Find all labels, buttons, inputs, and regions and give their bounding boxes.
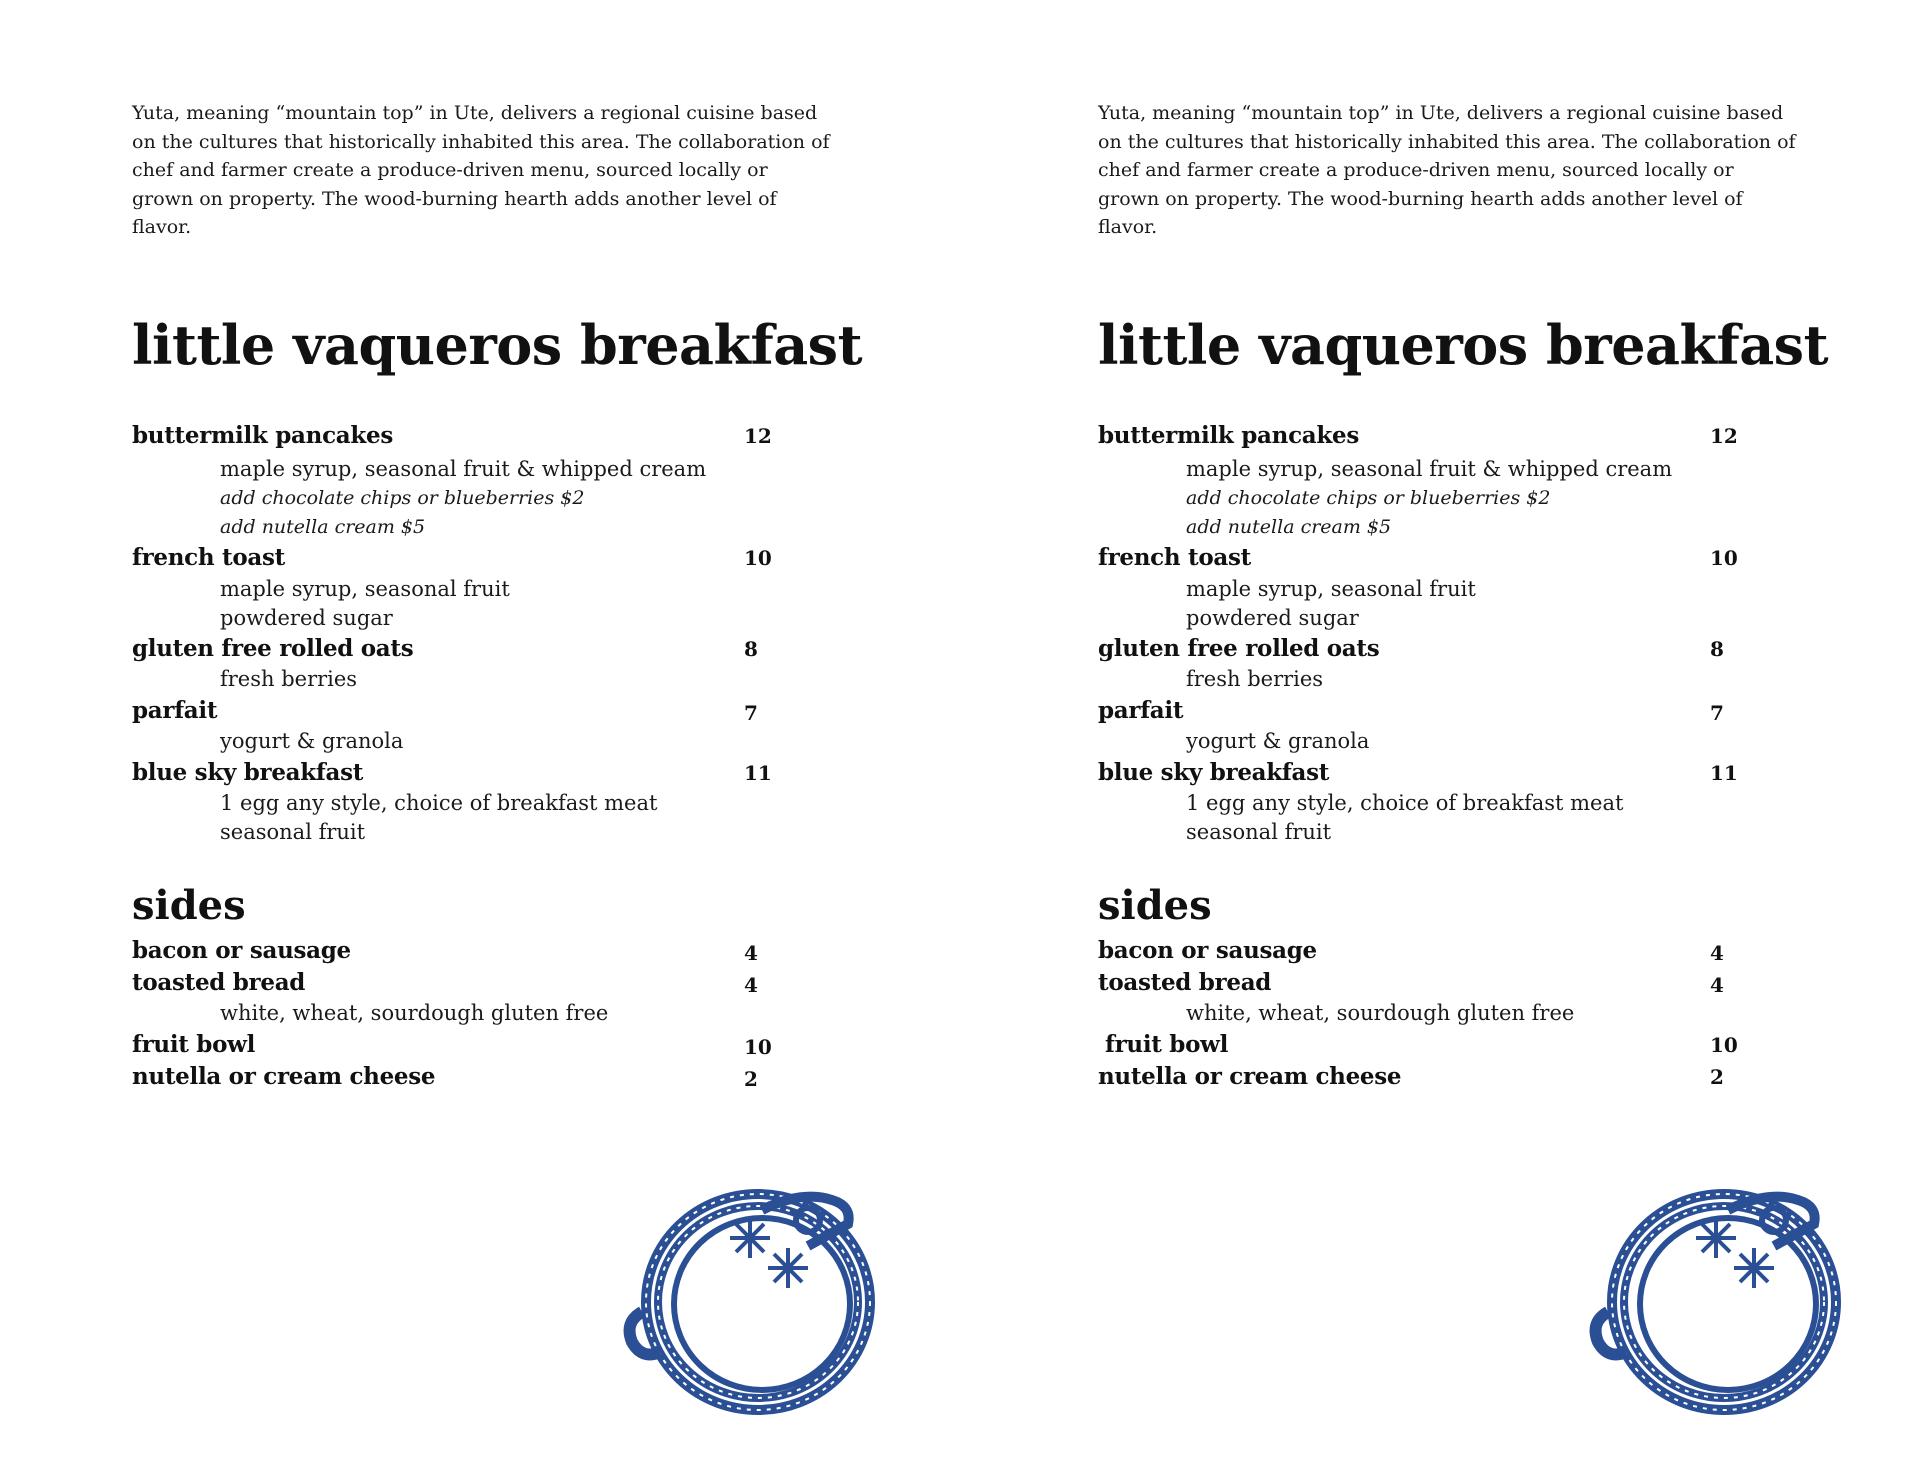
menu-item-description: powdered sugar	[220, 606, 393, 630]
menu-item-description: maple syrup, seasonal fruit	[1186, 577, 1476, 601]
menu-item-description: yogurt & granola	[220, 729, 404, 753]
menu-item-addon: add nutella cream $5	[1186, 516, 1392, 538]
menu-item-addon: add nutella cream $5	[220, 516, 426, 538]
menu-item-name: buttermilk pancakes	[132, 422, 393, 449]
menu-item-description: powdered sugar	[1186, 606, 1359, 630]
menu-item-description: yogurt & granola	[1186, 729, 1370, 753]
menu-item-description: seasonal fruit	[1186, 820, 1332, 844]
menu-item-price: 11	[1710, 761, 1738, 785]
menu-item-name: buttermilk pancakes	[1098, 422, 1359, 449]
menu-item-addon: add chocolate chips or blueberries $2	[220, 487, 585, 509]
side-item-name: bacon or sausage	[1098, 937, 1317, 964]
side-item-price: 4	[744, 973, 758, 997]
menu-item-description: fresh berries	[1186, 667, 1324, 691]
side-item-name: nutella or cream cheese	[132, 1063, 436, 1090]
side-item-price: 10	[744, 1035, 772, 1059]
menu-title: little vaqueros breakfast	[132, 313, 863, 377]
menu-item-price: 8	[1710, 637, 1724, 661]
menu-page-right	[1098, 0, 1878, 1484]
menu-item-description: maple syrup, seasonal fruit	[220, 577, 510, 601]
menu-item-price: 12	[1710, 424, 1738, 448]
side-item-description: white, wheat, sourdough gluten free	[1186, 1001, 1575, 1025]
side-item-name: toasted bread	[1098, 969, 1272, 996]
menu-item-price: 8	[744, 637, 758, 661]
lasso-and-spurs-icon	[1578, 1172, 1854, 1422]
menu-item-addon: add chocolate chips or blueberries $2	[1186, 487, 1551, 509]
menu-item-name: french toast	[1098, 544, 1251, 571]
menu-item-name: french toast	[132, 544, 285, 571]
side-item-price: 4	[1710, 973, 1724, 997]
menu-item-name: blue sky breakfast	[132, 759, 364, 786]
side-item-price: 2	[744, 1067, 758, 1091]
intro-text: Yuta, meaning “mountain top” in Ute, delivers a regional cuisine based on the cultures that historically inhabited this area. The collaboration of chef and farmer create a produce-driven menu, sourced locally or grown on property. The wood-burning hearth adds another level of flavor.	[132, 102, 830, 238]
side-item-price: 4	[744, 941, 758, 965]
lasso-and-spurs-icon	[612, 1172, 888, 1422]
side-item-price: 10	[1710, 1033, 1738, 1057]
menu-item-price: 7	[1710, 701, 1724, 725]
side-item-name: fruit bowl	[1105, 1031, 1229, 1058]
menu-item-description: 1 egg any style, choice of breakfast meat	[1186, 791, 1624, 815]
intro-text: Yuta, meaning “mountain top” in Ute, delivers a regional cuisine based on the cultures that historically inhabited this area. The collaboration of chef and farmer create a produce-driven menu, sourced locally or grown on property. The wood-burning hearth adds another level of flavor.	[1098, 102, 1796, 238]
menu-item-price: 7	[744, 701, 758, 725]
menu-item-name: parfait	[1098, 697, 1184, 724]
menu-item-price: 12	[744, 424, 772, 448]
side-item-description: white, wheat, sourdough gluten free	[220, 1001, 609, 1025]
menu-item-name: parfait	[132, 697, 218, 724]
menu-item-price: 10	[744, 546, 772, 570]
side-item-name: toasted bread	[132, 969, 306, 996]
side-item-price: 2	[1710, 1065, 1724, 1089]
menu-item-description: 1 egg any style, choice of breakfast meat	[220, 791, 658, 815]
sides-title: sides	[1098, 882, 1212, 929]
sides-title: sides	[132, 882, 246, 929]
menu-page-left	[132, 0, 912, 1484]
menu-item-name: gluten free rolled oats	[132, 635, 414, 662]
menu-item-name: blue sky breakfast	[1098, 759, 1330, 786]
menu-item-description: fresh berries	[220, 667, 358, 691]
side-item-name: fruit bowl	[132, 1031, 256, 1058]
menu-item-description: maple syrup, seasonal fruit & whipped cream	[1186, 457, 1673, 481]
menu-item-price: 11	[744, 761, 772, 785]
menu-item-description: maple syrup, seasonal fruit & whipped cream	[220, 457, 707, 481]
menu-item-price: 10	[1710, 546, 1738, 570]
menu-title: little vaqueros breakfast	[1098, 313, 1829, 377]
menu-item-name: gluten free rolled oats	[1098, 635, 1380, 662]
side-item-name: nutella or cream cheese	[1098, 1063, 1402, 1090]
side-item-price: 4	[1710, 941, 1724, 965]
menu-item-description: seasonal fruit	[220, 820, 366, 844]
side-item-name: bacon or sausage	[132, 937, 351, 964]
